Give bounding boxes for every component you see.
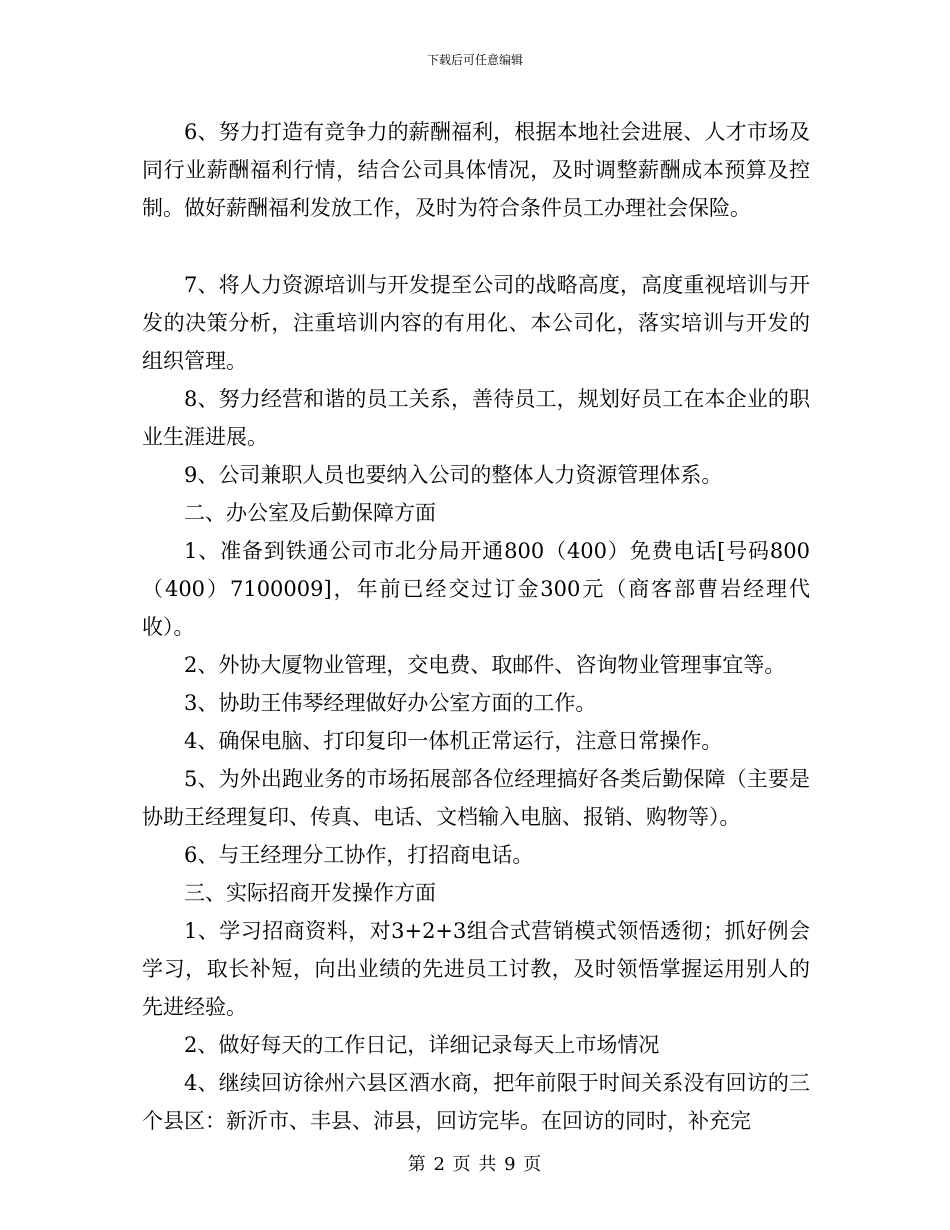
paragraph-item-8-employee-relations: 8、努力经营和谐的员工关系，善待员工，规划好员工在本企业的职业生涯进展。 <box>142 387 810 449</box>
section-heading-office-logistics: 二、办公室及后勤保障方面 <box>184 501 436 525</box>
document-body <box>142 113 810 1140</box>
paragraph-item-7-training: 7、将人力资源培训与开发提至公司的战略高度，高度重视培训与开发的决策分析，注重培训内容的有用化、本公司化，落实培训与开发的组织管理。 <box>142 273 810 373</box>
page-number-footer: 第 2 页 共 9 页 <box>407 1154 543 1175</box>
paragraph-office-item-4-equipment: 4、确保电脑、打印复印一体机正常运行，注意日常操作。 <box>184 729 723 753</box>
page-header: 下载后可任意编辑 <box>426 53 523 67</box>
paragraph-office-item-6-calls: 6、与王经理分工协作，打招商电话。 <box>184 843 534 867</box>
paragraph-ops-item-4-revisit: 4、继续回访徐州六县区酒水商，把年前限于时间关系没有回访的三个县区：新沂市、丰县、沛县，回访完毕。在回访的同时，补充完 <box>142 1071 810 1133</box>
paragraph-office-item-2-property: 2、外协大厦物业管理，交电费、取邮件、咨询物业管理事宜等。 <box>184 653 786 677</box>
paragraph-office-item-5-support: 5、为外出跑业务的市场拓展部各位经理搞好各类后勤保障（主要是协助王经理复印、传真、电话、文档输入电脑、报销、购物等）。 <box>142 767 810 829</box>
paragraph-office-item-1-phone: 1、准备到铁通公司市北分局开通800（400）免费电话[号码800（400）7100009]，年前已经交过订金300元（商客部曹岩经理代收）。 <box>142 539 810 639</box>
paragraph-item-9-part-time-staff: 9、公司兼职人员也要纳入公司的整体人力资源管理体系。 <box>184 463 723 487</box>
paragraph-office-item-3-assist: 3、协助王伟琴经理做好办公室方面的工作。 <box>184 691 597 715</box>
paragraph-ops-item-2-diary: 2、做好每天的工作日记，详细记录每天上市场情况 <box>184 1033 660 1057</box>
paragraph-item-6-compensation: 6、努力打造有竞争力的薪酬福利，根据本地社会进展、人才市场及同行业薪酬福利行情，结合公司具体情况，及时调整薪酬成本预算及控制。做好薪酬福利发放工作，及时为符合条件员工办理社会保险。 <box>142 120 810 220</box>
paragraph-ops-item-1-study: 1、学习招商资料，对3+2+3组合式营销模式领悟透彻；抓好例会学习，取长补短，向出业绩的先进员工讨教，及时领悟掌握运用别人的先进经验。 <box>142 919 810 1019</box>
section-heading-investment-operations: 三、实际招商开发操作方面 <box>184 881 436 905</box>
